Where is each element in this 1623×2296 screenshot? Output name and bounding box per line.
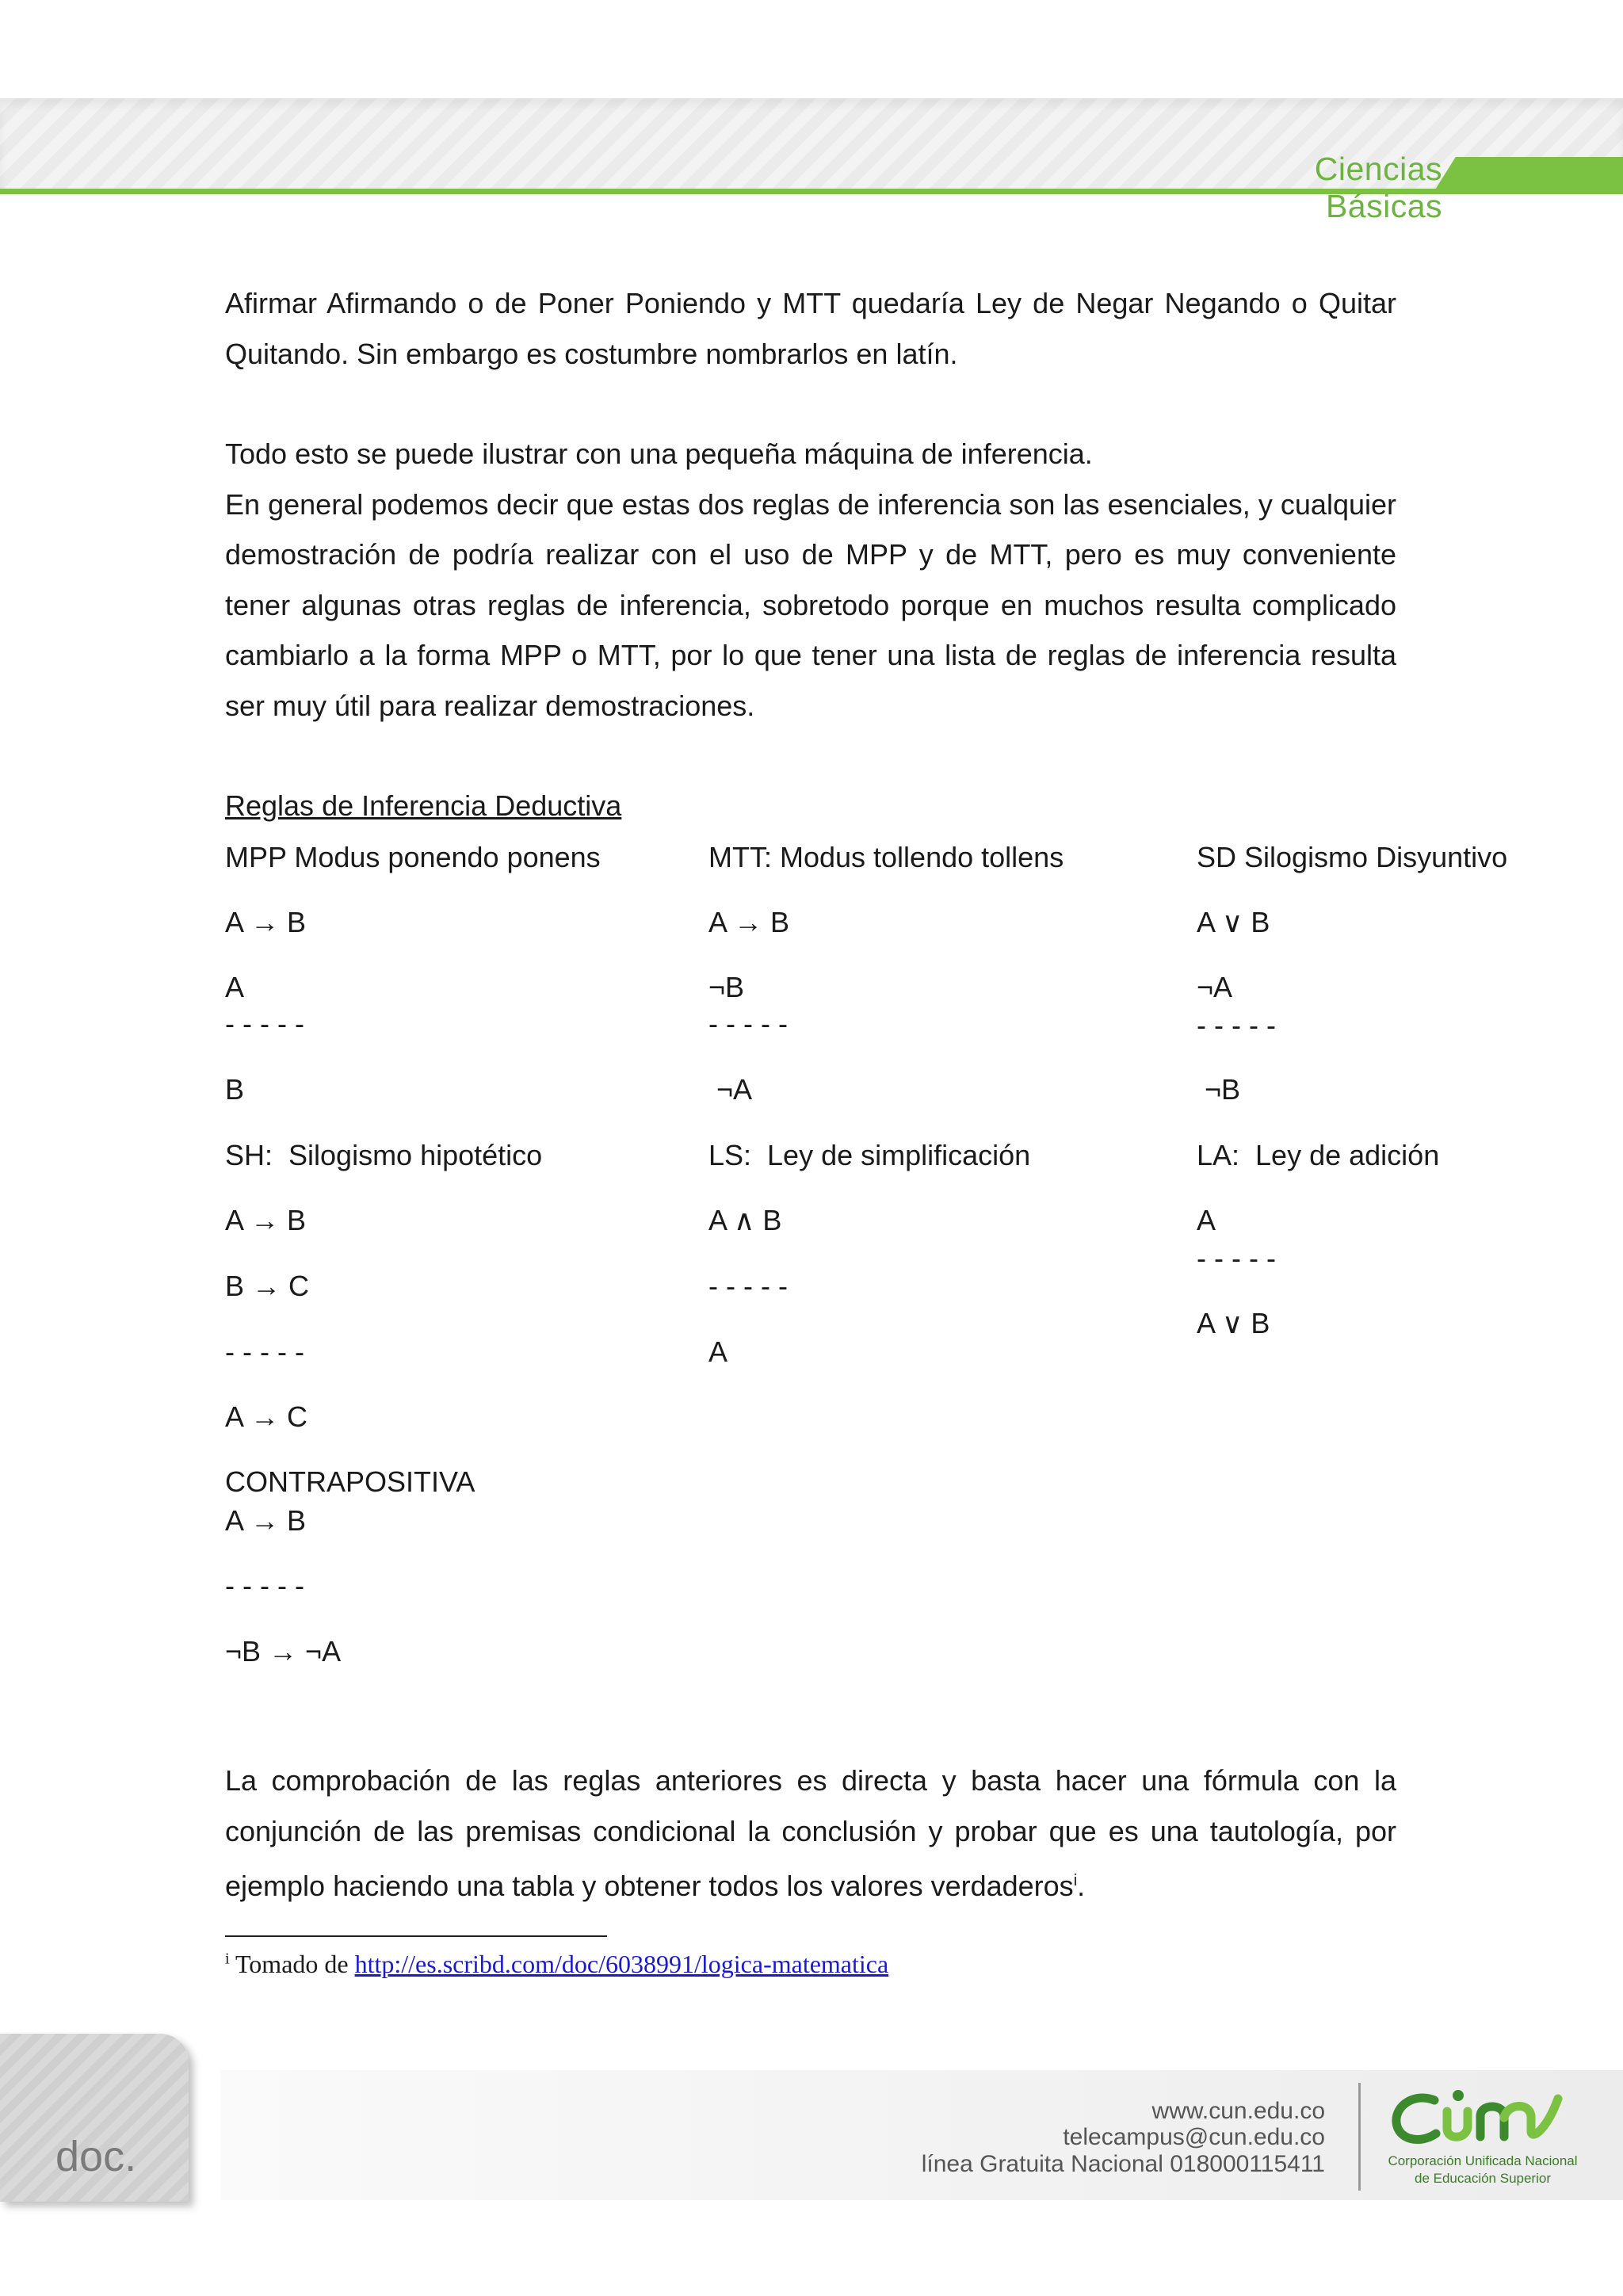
rule-la-premise-1: A bbox=[1197, 1204, 1216, 1236]
rule-sh-premise-2: B → C bbox=[225, 1270, 310, 1302]
footnote-rule bbox=[225, 1935, 607, 1937]
rule-sd-separator: - - - - - bbox=[1197, 1009, 1276, 1041]
rule-ls-title: LS: Ley de simplificación bbox=[708, 1139, 1031, 1171]
rule-mtt-separator: - - - - - bbox=[708, 1007, 788, 1040]
rules-section-title: Reglas de Inferencia Deductiva bbox=[225, 789, 622, 822]
rule-contra-title: CONTRAPOSITIVA bbox=[225, 1465, 475, 1498]
footnote-reference[interactable]: i bbox=[1073, 1872, 1078, 1889]
paragraph-inference bbox=[225, 429, 1396, 731]
footer-email[interactable]: telecampus@cun.edu.co bbox=[1063, 2124, 1325, 2150]
cun-logo-icon bbox=[1388, 2081, 1579, 2153]
footnote-marker: i bbox=[225, 1950, 230, 1968]
paragraph-inference-line: Todo esto se puede ilustrar con una pequeña máquina de inferencia. bbox=[225, 437, 1093, 470]
rule-contra-premise-1: A → B bbox=[225, 1504, 307, 1537]
rule-sh-separator: - - - - - bbox=[225, 1335, 304, 1368]
cun-logo-caption-line-1: Corporación Unificada Nacional bbox=[1388, 2153, 1578, 2168]
rule-sh-title: SH: Silogismo hipotético bbox=[225, 1139, 543, 1171]
rule-sd-premise-2: ¬A bbox=[1197, 971, 1233, 1003]
rule-mtt-title: MTT: Modus tollendo tollens bbox=[708, 841, 1064, 873]
rule-la-title: LA: Ley de adición bbox=[1197, 1139, 1440, 1171]
paragraph-intro: Afirmar Afirmando o de Poner Poniendo y MTT quedaría Ley de Negar Negando o Quitar Quitando. Sin embargo es costumbre nombrarlos en latín. bbox=[225, 287, 1396, 370]
rule-mpp-premise-2: A bbox=[225, 971, 245, 1003]
rule-ls-conclusion: A bbox=[708, 1335, 728, 1368]
footnote-link[interactable]: http://es.scribd.com/doc/6038991/logica-matematica bbox=[354, 1950, 889, 1978]
rule-mtt-premise-1: A → B bbox=[708, 906, 790, 938]
footnote bbox=[225, 1950, 888, 1979]
rule-contra-conclusion: ¬B → ¬A bbox=[225, 1635, 342, 1668]
paragraph-inference-body: En general podemos decir que estas dos reglas de inferencia son las esenciales, y cualquier demostración de podría realizar con el uso de MPP y de MTT, pero es muy conveniente tener algunas otras reglas de inferencia, sobretodo porque en muchos resulta complicado cambiarlo a la forma MPP o MTT, por lo que tener una lista de reglas de inferencia resulta ser muy útil para realizar demostraciones. bbox=[225, 487, 1396, 722]
rule-mpp-separator: - - - - - bbox=[225, 1007, 304, 1040]
paragraph-verification-text: La comprobación de las reglas anteriores es directa y basta hacer una fórmula con la conjunción de las premisas condicional la conclusión y probar que es una tautología, por ejemplo haciendo una tabla y obtener todos los valores verdaderos bbox=[225, 1764, 1396, 1902]
rule-contra-separator: - - - - - bbox=[225, 1569, 304, 1602]
rule-mtt-premise-2: ¬B bbox=[708, 971, 745, 1003]
rule-mtt-conclusion: ¬A bbox=[708, 1073, 753, 1106]
rule-sh-conclusion: A → C bbox=[225, 1400, 308, 1433]
rule-mpp-premise-1: A → B bbox=[225, 906, 307, 938]
rule-la-conclusion: A ∨ B bbox=[1197, 1307, 1270, 1339]
footer-website[interactable]: www.cun.edu.co bbox=[1151, 2098, 1325, 2124]
footer-phone: línea Gratuita Nacional 018000115411 bbox=[921, 2151, 1325, 2177]
rule-ls-premise-1: A ∧ B bbox=[708, 1204, 782, 1236]
rule-sd-premise-1: A ∨ B bbox=[1197, 906, 1270, 938]
rule-la-separator: - - - - - bbox=[1197, 1242, 1276, 1274]
rule-sd-title: SD Silogismo Disyuntivo bbox=[1197, 841, 1508, 873]
footnote-prefix: Tomado de bbox=[235, 1950, 355, 1978]
rule-sh-premise-1: A → B bbox=[225, 1204, 307, 1236]
rule-ls-separator: - - - - - bbox=[708, 1270, 788, 1302]
doc-label: doc. bbox=[55, 2133, 137, 2180]
paragraph-verification: La comprobación de las reglas anteriores es directa y basta hacer una fórmula con la conjunción de las premisas condicional la conclusión y probar que es una tautología, por ejemplo haciendo una tabla y obtener todos los valores verdaderos$^i$. bbox=[225, 1764, 1396, 1902]
rule-mpp-conclusion: B bbox=[225, 1073, 245, 1106]
rule-mpp-title: MPP Modus ponendo ponens bbox=[225, 841, 601, 873]
rule-sd-conclusion: ¬B bbox=[1197, 1073, 1241, 1106]
footer-divider bbox=[1358, 2083, 1361, 2191]
cun-logo-caption bbox=[1384, 2153, 1582, 2187]
section-title: Ciencias Básicas bbox=[1314, 151, 1442, 224]
cun-logo-caption-line-2: de Educación Superior bbox=[1414, 2171, 1551, 2186]
